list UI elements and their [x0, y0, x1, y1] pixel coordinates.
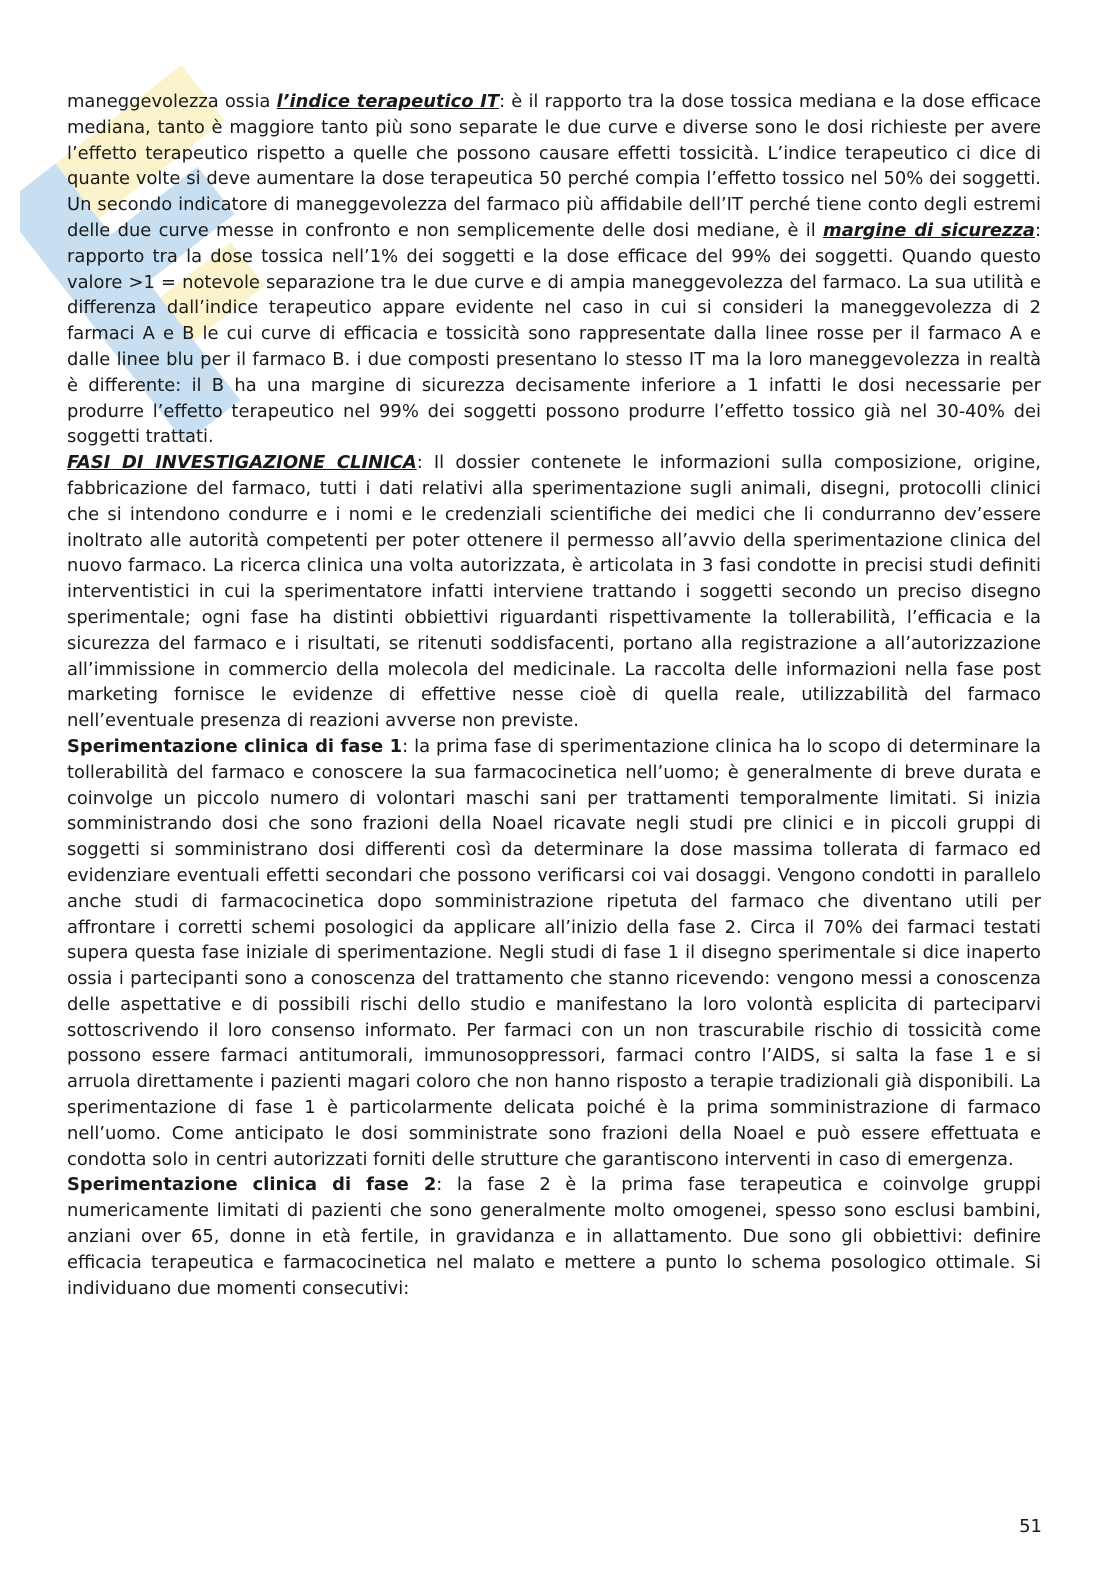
term-therapeutic-index: l’indice terapeutico IT — [276, 91, 500, 112]
heading-phase-1: Sperimentazione clinica di fase 1 — [67, 735, 403, 757]
term-safety-margin: margine di sicurezza — [823, 219, 1035, 241]
page-number: 51 — [1019, 1516, 1042, 1537]
paragraph-body-text: : è il rapporto tra la dose tossica mediana e la dose efficace mediana, tanto è maggiore tanto più sono separate le due curve e diverse sono le dosi richieste per avere l’effetto terapeutico rispetto a quelle che possono causare effetti tossicità. L’indice terapeutico ci dice di quante volte si deve aumentare la dose terapeutica 50 perché compia l’effetto tossico nel 50% dei soggetti. Un secondo indicatore di maneggevolezza del farmaco più affidabile dell’IT perché tiene conto degli estremi delle due curve messe in confronto e non semplicemente delle dosi mediane, è il — [67, 91, 1042, 241]
paragraph-body-text: : rapporto tra la dose tossica nell’1% dei soggetti e la dose efficace del 99% dei soggetti. Quando questo valore >1 = notevole separazione tra le due curve e di ampia maneggevolezza del farmaco. La sua utilità e differenza dall’indice terapeutico appare evidente nel caso in cui si consideri la maneggevolezza di 2 farmaci A e B le cui curve di efficacia e tossicità sono rappresentate dalla linee rosse per il farmaco A e dalle linee blu per il farmaco B. i due composti presentano lo stesso IT ma la loro maneggevolezza in realtà è differente: il B ha una margine di sicurezza decisamente inferiore a 1 infatti le dosi necessarie per produrre l’effetto terapeutico nel 99% dei soggetti possono produrre l’effetto tossico già nel 30-40% dei soggetti trattati. — [67, 219, 1041, 448]
paragraph-body-text: : Il dossier contenete le informazioni sulla composizione, origine, fabbricazione del farmaco, tutti i dati relativi alla sperimentazione sugli animali, disegni, protocolli clinici che si intendono condurre e i nomi e le credenziali scientifiche dei medici che li condurranno dev’essere inoltrato alle autorità competenti per poter ottenere il permesso all’avvio della sperimentazione clinica del nuovo farmaco. La ricerca clinica una volta autorizzata, è articolata in 3 fasi condotte in precisi studi definiti interventistici in cui la sperimentatore infatti interviene trattando i soggetti secondo un preciso disegno sperimentale; ogni fase ha distinti obbiettivi riguardanti rispettivamente la tollerabilità, l’efficacia e la sicurezza del farmaco e i risultati, se ritenuti soddisfacenti, portano alla registrazione a all’autorizzazione all’immissione in commercio della molecola del medicinale. La raccolta delle informazioni nella fase post marketing fornisce le evidenze di effettive nesse cioè di quella reale, utilizzabilità del farmaco nell’eventuale presenza di reazioni avverse non previste. — [67, 452, 1041, 732]
paragraph-body-text: : la prima fase di sperimentazione clinica ha lo scopo di determinare la tollerabilità del farmaco e conoscere la sua farmacocinetica nell’uomo; è generalmente di breve durata e coinvolge un piccolo numero di volontari maschi sani per trattamenti temporalmente limitati. Si inizia somministrando dosi che sono frazioni della Noael ricavate negli studi pre clinici e in piccoli gruppi di soggetti si somministrano dosi differenti così da determinare la dose massima tollerata di farmaco ed evidenziare eventuali effetti secondari che possono verificarsi coi vai dosaggi. Vengono condotti in parallelo anche studi di farmacocinetica dopo somministrazione ripetuta del farmaco che diventano utili per affrontare i corretti schemi posologici da applicare all’inizio della fase 2. Circa il 70% dei farmaci testati supera questa fase iniziale di sperimentazione. Negli studi di fase 1 il disegno sperimentale si dice inaperto ossia i partecipanti sono a conoscenza del trattamento che stanno ricevendo: vengono messi a conoscenza delle aspettative e di possibili rischi dello studio e manifestano la loro volontà esplicita di parteciparvi sottoscrivendo il loro consenso informato. Per farmaci con un non trascurabile rischio di tossicità come possono essere farmaci antitumorali, immunosoppressori, farmaci contro l’AIDS, si salta la fase 1 e si arruola direttamente i pazienti magari coloro che non hanno risposto a terapie tradizionali già disponibili. La sperimentazione di fase 1 è particolarmente delicata poiché è la prima somministrazione di farmaco nell’uomo. Come anticipato le dosi somministrate sono frazioni della Noael e può essere effettuata e condotta solo in centri autorizzati forniti delle strutture che garantiscono interventi in caso di emergenza. — [67, 735, 1041, 1170]
heading-phase-2: Sperimentazione clinica di fase 2 — [67, 1174, 437, 1196]
paragraph-therapeutic-index — [67, 89, 1041, 450]
paragraph-body-text: : la fase 2 è la prima fase terapeutica e coinvolge gruppi numericamente limitati di pazienti che sono generalmente molto omogenei, spesso sono esclusi bambini, anziani over 65, donne in età fertile, in gravidanza e in allattamento. Due sono gli obbiettivi: definire efficacia terapeutica e farmacocinetica nel malato e mettere a punto lo schema posologico ottimale. Si individuano due momenti consecutivi: — [67, 1174, 1042, 1299]
heading-clinical-phases: FASI DI INVESTIGAZIONE CLINICA — [67, 452, 417, 474]
paragraph-phase-1 — [67, 734, 1041, 1173]
paragraph-clinical-phases — [67, 450, 1041, 734]
paragraph-lead-text: maneggevolezza ossia — [67, 91, 277, 112]
document-body — [67, 89, 1041, 1301]
paragraph-phase-2 — [67, 1172, 1041, 1301]
